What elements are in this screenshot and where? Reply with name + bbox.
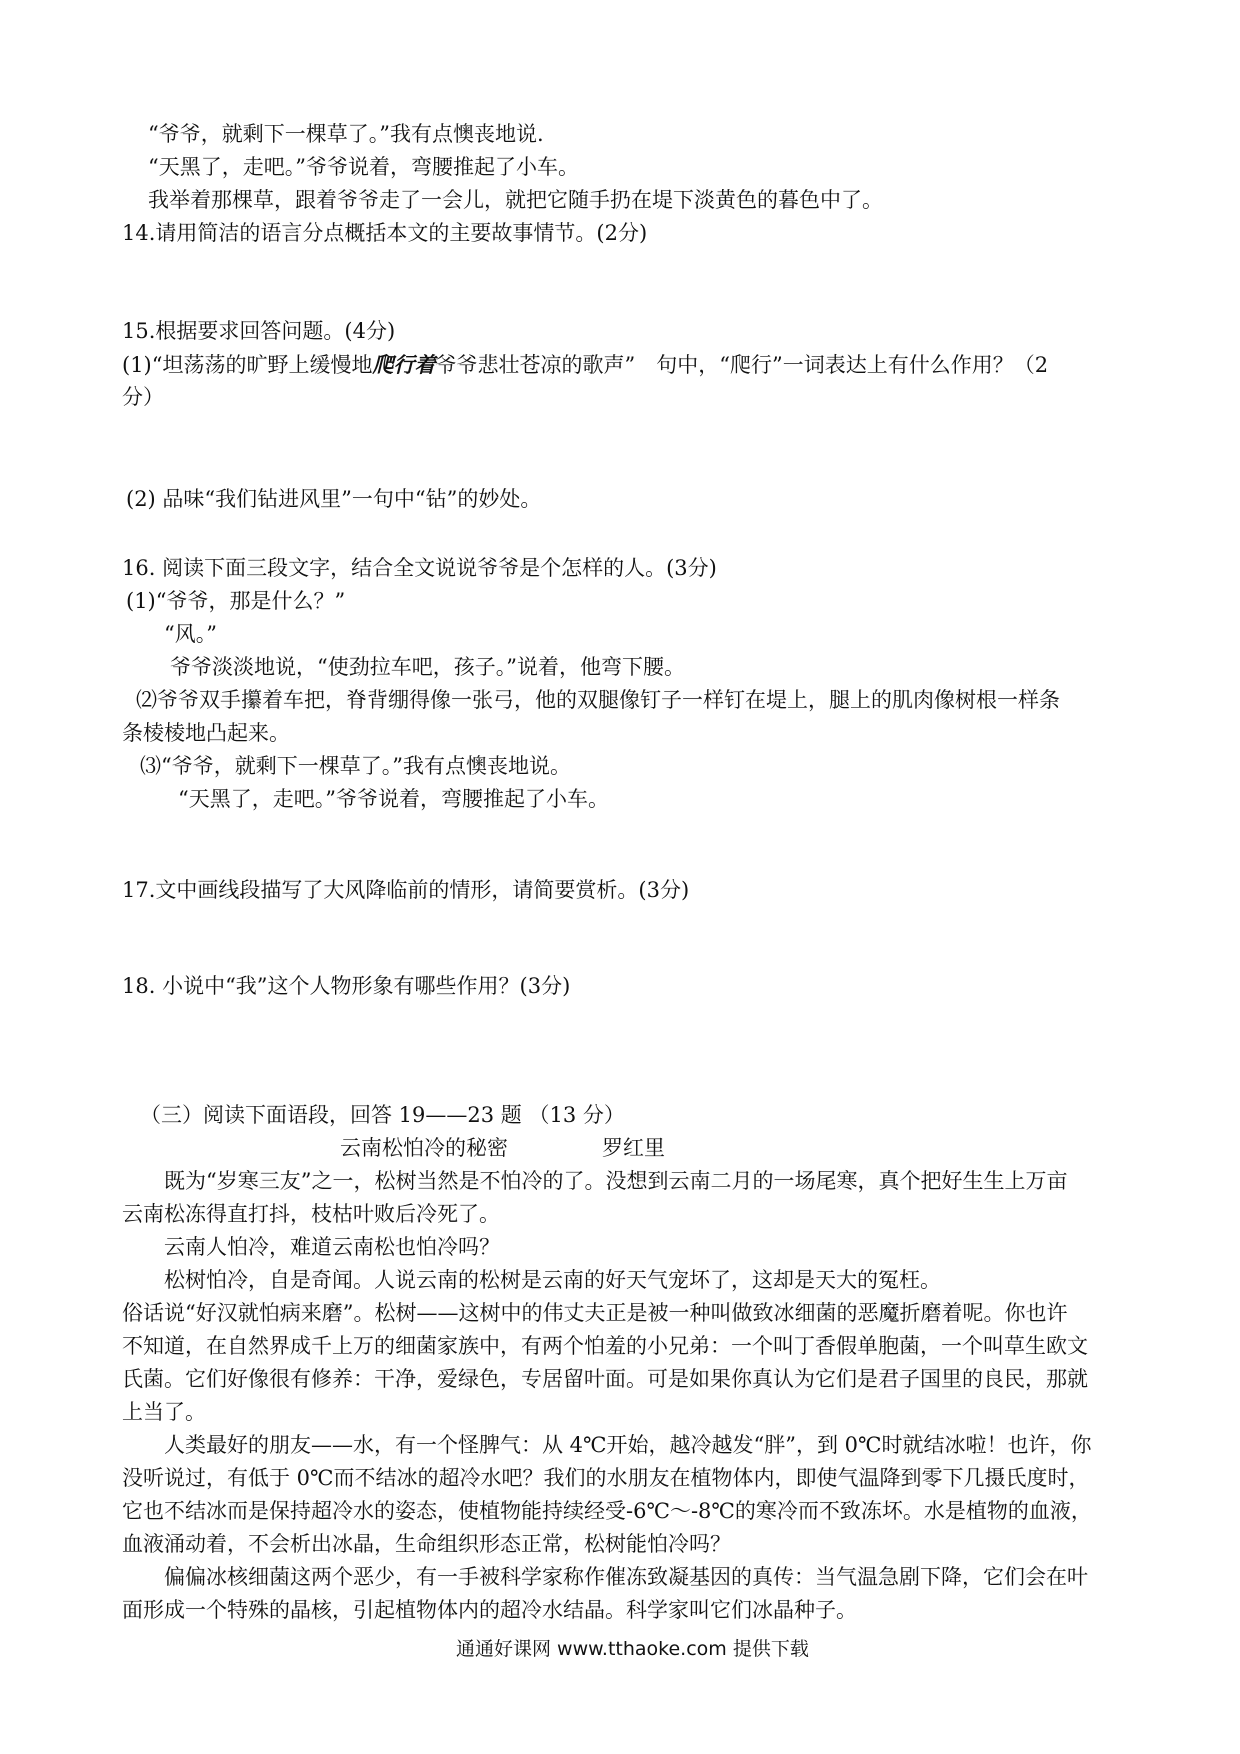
question-18: 18. 小说中“我”这个人物形象有哪些作用？(3分): [122, 974, 571, 998]
question-15-title: 15.根据要求回答问题。(4分): [122, 319, 396, 343]
article-line: 云南松冻得直打抖，枝枯叶败后冷死了。: [122, 1202, 500, 1226]
article-line: 面形成一个特殊的晶核，引起植物体内的超冷水结晶。科学家叫它们冰晶种子。: [122, 1598, 857, 1622]
article-line: 偏偏冰核细菌这两个恶少，有一手被科学家称作催冻致凝基因的真传：当气温急剧下降，它们会在叶: [164, 1565, 1088, 1589]
question-16-s1a: (1)“爷爷，那是什么？”: [126, 589, 346, 613]
question-16-s3a: ⑶“爷爷，就剩下一棵草了。”我有点懊丧地说。: [140, 754, 571, 778]
article-line: 它也不结冰而是保持超冷水的姿态，使植物能持续经受-6℃～-8℃的寒冷而不致冻坏。水是植物的血液，: [122, 1499, 1092, 1523]
question-15-sub1-cont: 分）: [122, 385, 164, 409]
question-16-s3b: “天黑了，走吧。”爷爷说着，弯腰推起了小车。: [178, 787, 609, 811]
article-line: 不知道，在自然界成千上万的细菌家族中，有两个怕羞的小兄弟：一个叫丁香假单胞菌，一个叫草生欧文: [122, 1334, 1088, 1358]
passage-line-3: 我举着那棵草，跟着爷爷走了一会儿，就把它随手扔在堤下淡黄色的暮色中了。: [148, 188, 883, 212]
question-16-title: 16. 阅读下面三段文字，结合全文说说爷爷是个怎样的人。(3分): [122, 556, 717, 580]
article-line: 上当了。: [122, 1400, 206, 1424]
section-3-heading: （三）阅读下面语段，回答 19——23 题 （13 分）: [140, 1103, 625, 1127]
question-15-sub1-post: 爷爷悲壮苍凉的歌声” 句中，“爬行”一词表达上有什么作用？（2: [435, 353, 1049, 377]
question-15-sub1: [122, 354, 1048, 376]
article-author: 罗红里: [602, 1136, 665, 1160]
passage-line-2: “天黑了，走吧。”爷爷说着，弯腰推起了小车。: [148, 155, 579, 179]
question-15-sub1-emphasis: 爬行着: [372, 352, 436, 377]
article-line: 人类最好的朋友——水，有一个怪脾气：从 4℃开始，越冷越发“胖”，到 0℃时就结冰啦！也许，你: [164, 1433, 1092, 1457]
article-line: 俗话说“好汉就怕病来磨”。松树——这树中的伟丈夫正是被一种叫做致冰细菌的恶魔折磨着呢。你也许: [122, 1301, 1068, 1325]
article-line: 松树怕冷，自是奇闻。人说云南的松树是云南的好天气宠坏了，这却是天大的冤枉。: [164, 1268, 941, 1292]
question-16-s2a: ⑵爷爷双手攥着车把，脊背绷得像一张弓，他的双腿像钉子一样钉在堤上，腿上的肌肉像树根一样条: [136, 688, 1060, 712]
article-line: 云南人怕冷，难道云南松也怕冷吗？: [164, 1235, 500, 1259]
question-17: 17.文中画线段描写了大风降临前的情形，请简要赏析。(3分): [122, 878, 690, 902]
question-15-sub1-pre: (1)“坦荡荡的旷野上缓慢地: [122, 353, 373, 377]
question-16-s2b: 条棱棱地凸起来。: [122, 721, 290, 745]
question-14: 14.请用简洁的语言分点概括本文的主要故事情节。(2分): [122, 221, 648, 245]
article-line: 没听说过，有低于 0℃而不结冰的超冷水吧？我们的水朋友在植物体内，即使气温降到零下几摄氏度时，: [122, 1466, 1090, 1490]
article-line: 血液涌动着，不会析出冰晶，生命组织形态正常，松树能怕冷吗？: [122, 1532, 731, 1556]
article-title: 云南松怕冷的秘密: [340, 1136, 508, 1160]
passage-line-1: “爷爷，就剩下一棵草了。”我有点懊丧地说.: [148, 122, 544, 146]
page-footer: 通通好课网 www.tthaoke.com 提供下载: [456, 1638, 809, 1660]
question-16-s1b: “风。”: [164, 622, 217, 646]
question-15-sub2: (2) 品味“我们钻进风里”一句中“钻”的妙处。: [126, 487, 542, 511]
article-line: 氏菌。它们好像很有修养：干净，爱绿色，专居留叶面。可是如果你真认为它们是君子国里的良民，那就: [122, 1367, 1088, 1391]
question-16-s1c: 爷爷淡淡地说，“使劲拉车吧，孩子。”说着，他弯下腰。: [170, 655, 685, 679]
article-line: 既为“岁寒三友”之一，松树当然是不怕冷的了。没想到云南二月的一场尾寒，真个把好生生上万亩: [164, 1169, 1068, 1193]
